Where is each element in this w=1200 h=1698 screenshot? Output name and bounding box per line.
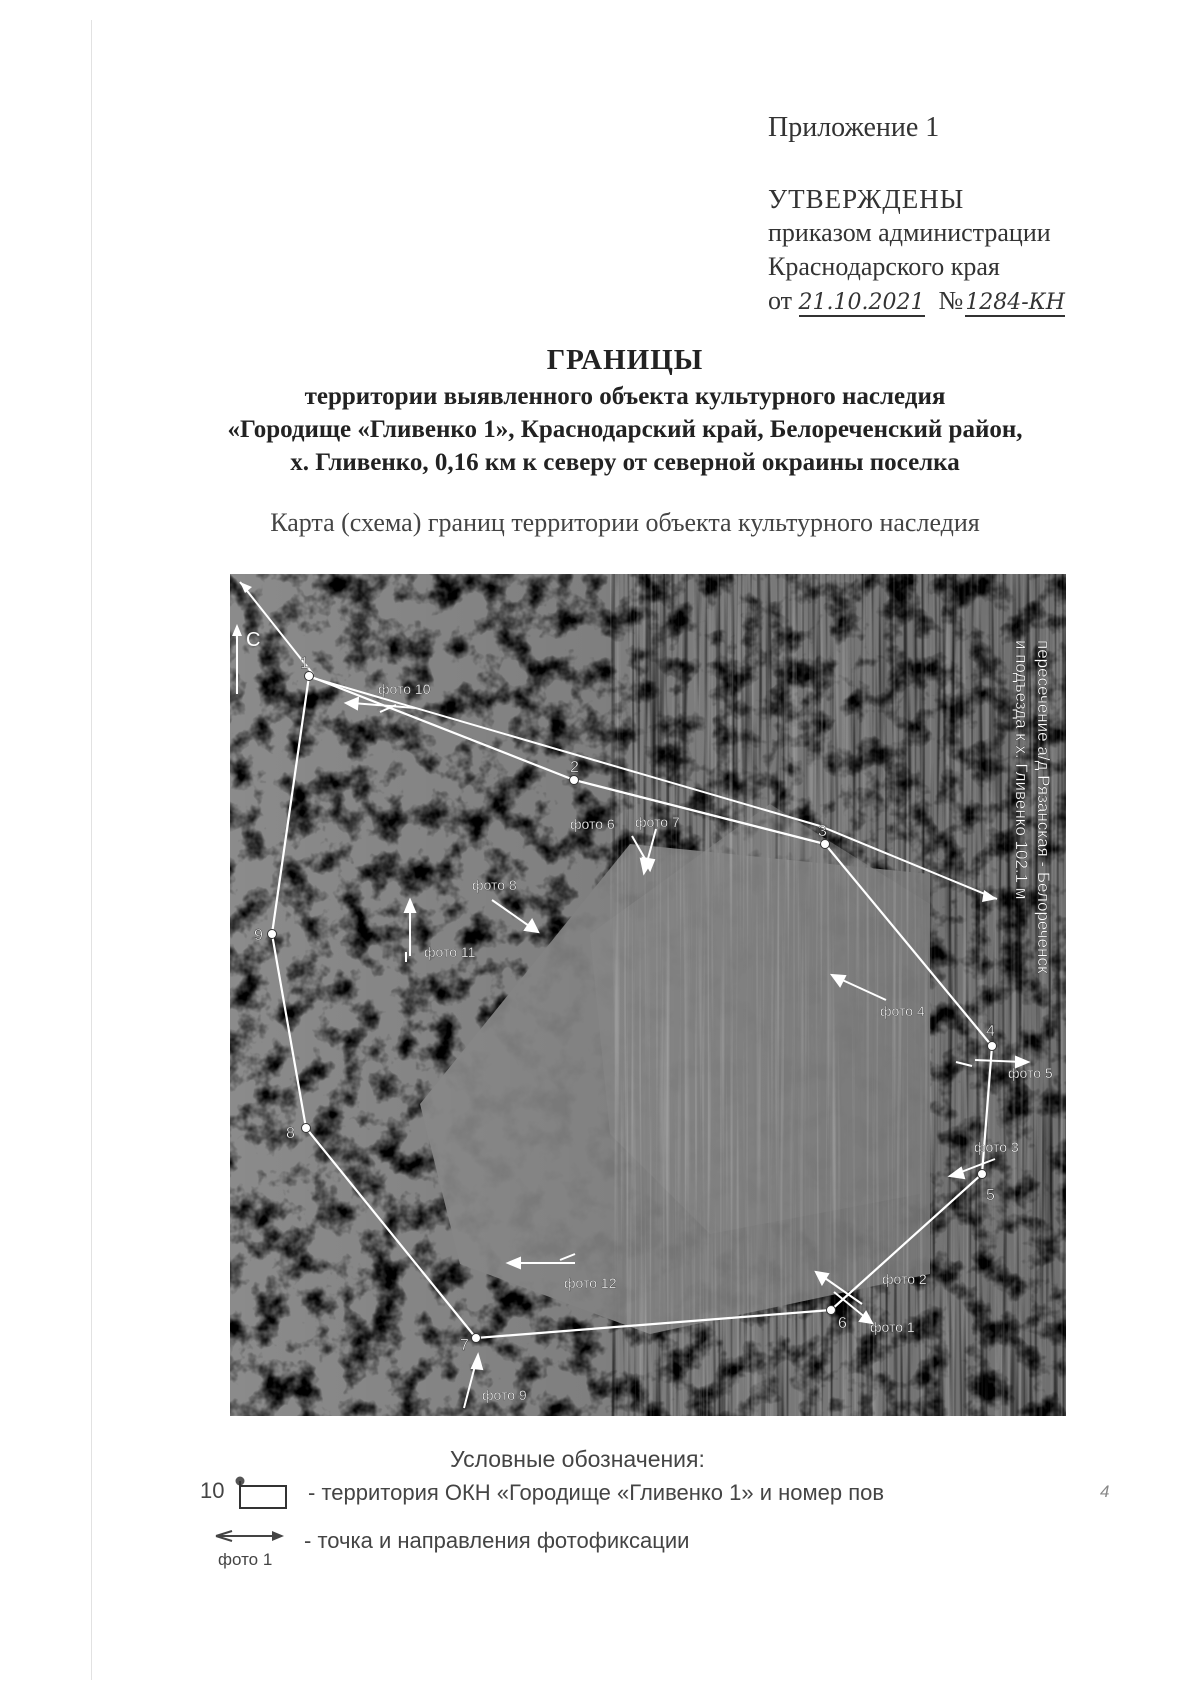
boundary-map — [230, 574, 1066, 1416]
title-heading: ГРАНИЦЫ — [546, 344, 704, 376]
vertex-1-dot — [305, 672, 314, 681]
photo-label: фото 4 — [880, 1003, 925, 1019]
title-line-3: х. Гливенко, 0,16 км к северу от северной окраины поселка — [290, 449, 960, 476]
map-caption: Карта (схема) границ территории объекта культурного наследия — [270, 508, 980, 537]
vertex-label: 8 — [286, 1125, 295, 1142]
vertex-5-dot — [978, 1170, 987, 1179]
number-prefix: № — [938, 286, 964, 315]
photo-label: фото 6 — [570, 816, 615, 832]
legend-territory-text: - территория ОКН «Городище «Гливенко 1» и номер пов — [308, 1480, 885, 1505]
vertex-8-dot — [302, 1124, 311, 1133]
approval-block — [768, 182, 1065, 318]
approval-line-2: Краснодарского края — [768, 252, 1000, 281]
road-label-line-2: и подъезда к х. Гливенко 102.1 м — [1012, 640, 1031, 900]
photo-label: фото 8 — [472, 877, 517, 893]
legend-photo-symbol — [212, 1526, 292, 1550]
approval-heading: УТВЕРЖДЕНЫ — [768, 184, 965, 214]
photo-label: фото 5 — [1008, 1065, 1053, 1081]
vertex-label: 4 — [986, 1023, 995, 1040]
north-label: С — [246, 629, 261, 651]
photo-label: фото 1 — [870, 1319, 915, 1335]
legend-vertex-number: 10 — [200, 1478, 225, 1503]
vertex-2-dot — [570, 776, 579, 785]
legend-photo-example: фото 1 — [218, 1550, 273, 1569]
photo-label: фото 3 — [974, 1139, 1019, 1155]
vertex-7-dot — [472, 1334, 481, 1343]
vertex-label: 2 — [570, 759, 579, 776]
document-title — [150, 340, 1100, 479]
photo-label: фото 9 — [482, 1387, 527, 1403]
page-mark: 4 — [1100, 1482, 1110, 1501]
vertex-label: 5 — [986, 1187, 995, 1204]
vertex-6-dot — [827, 1306, 836, 1315]
title-line-1: территории выявленного объекта культурного наследия — [304, 383, 946, 410]
handwritten-number: 1284-КН — [965, 290, 1065, 315]
photo-label: фото 10 — [378, 681, 431, 697]
scan-edge-line — [91, 20, 92, 1680]
vertex-9-dot — [268, 930, 277, 939]
handwritten-date: 21.10.2021 — [798, 290, 925, 315]
vertex-label: 9 — [254, 927, 263, 944]
photo-label: фото 12 — [564, 1275, 617, 1291]
photo-label: фото 11 — [424, 944, 476, 960]
legend-territory-symbol — [232, 1474, 292, 1512]
title-line-2: «Городище «Гливенко 1», Краснодарский край, Белореченский район, — [227, 416, 1023, 443]
annex-label: Приложение 1 — [768, 112, 940, 143]
vertex-3-dot — [821, 840, 830, 849]
vertex-label: 7 — [460, 1337, 469, 1354]
date-prefix: от — [768, 286, 793, 315]
vertex-label: 6 — [838, 1315, 847, 1332]
road-label-line-1: пересечение а/д Рязанская - Белореченск — [1034, 640, 1053, 974]
vertex-label: 3 — [818, 823, 827, 840]
approval-line-1: приказом администрации — [768, 218, 1051, 247]
photo-label: фото 7 — [635, 814, 680, 830]
approval-date-line — [768, 284, 1065, 318]
photo-label: фото 2 — [882, 1271, 927, 1287]
vertex-4-dot — [988, 1042, 997, 1051]
vertex-label: 1 — [300, 655, 309, 672]
legend-photo-text: - точка и направления фотофиксации — [304, 1528, 690, 1553]
legend-title: Условные обозначения: — [450, 1446, 705, 1472]
